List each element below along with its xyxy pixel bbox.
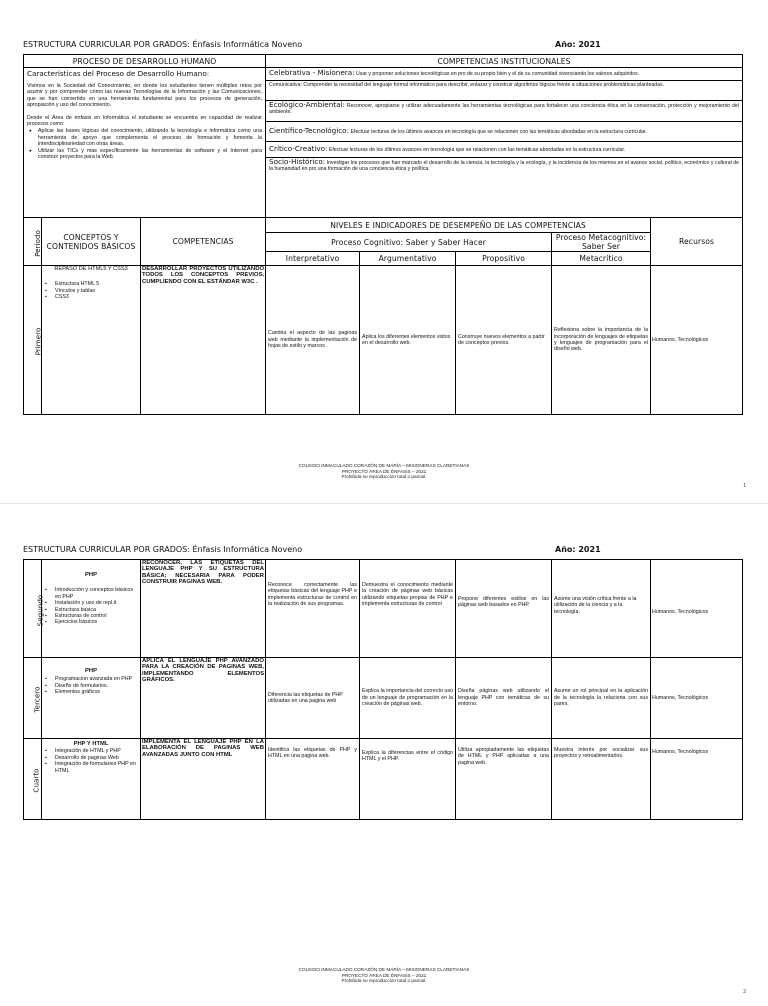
list-item: ▪ Desarrollo de paginas Web [44,755,138,761]
footer [0,967,768,984]
period-concepts [42,560,141,658]
period-recursos: Humanos, Tecnológicos [651,560,743,658]
competency-label: Comunicativa: [269,82,302,88]
list-item: ▪ Integración de HTML y PHP [44,748,138,754]
competency-text: Usar y proponer soluciones tecnológicas en pro de su propio bien y el de su comunidad vivenciando los valores adquiridos. [356,71,640,78]
characteristics-list [27,128,262,160]
characteristics-title: Características del Proceso de Desarrollo Humano: [27,69,210,78]
document-title: ESTRUCTURA CURRICULAR POR GRADOS: Énfasis Informática Noveno [23,40,303,49]
periodo-header: Periodo [24,218,42,266]
period-concepts [42,739,141,820]
list-item: ▪ Instalación y uso de repl.it [44,600,138,606]
period-name: Primero [24,266,42,415]
period-argumentativo: Demuestra el conocimiento mediante la creación de páginas web básicas utilizando etiquetas propias de PHP e implementa estructuras de control [360,560,456,658]
competency-text: Comprender la necesidad del lenguaje formal informático para describir, enlazar y construir algoritmos lógicos frente a situaciones problemáticas planteadas. [303,82,665,88]
concepts-list [44,748,138,774]
institutional-competencies-header: COMPETENCIAS INSTITUCIONALES [266,55,743,68]
period-interpretativo: Identifica las etiquetas de PHP y HTML en una pagina web. [266,739,360,820]
period-concepts [42,266,141,415]
period-interpretativo: Reconoce correctamente las etiquetas básicas del lenguaje PHP e implementa estructuras de control en la realización de sus programas. [266,560,360,658]
list-item: ▪ Estructuras de control [44,613,138,619]
list-item: ● Utilizar las TICs y mas específicamente las herramientas de software y el Internet para construir proyectos para la Web. [27,148,262,161]
table-row [24,266,743,415]
competency-comunicativa [266,81,743,101]
period-topic: PHP [85,668,97,674]
conceptos-header: CONCEPTOS Y CONTENIDOS BÁSICOS [42,218,141,266]
competency-text: Efectuar lecturas de los últimos avances en tecnología que se relacionen con las temáticas abordadas en la estructura curricular. [328,146,626,153]
footer-school: COLEGIO INMACULADO CORAZÓN DE MARÍA – MISIONERAS CLARETIANAS [298,967,470,972]
footer-school: COLEGIO INMACULADO CORAZÓN DE MARÍA – MISIONERAS CLARETIANAS [298,463,470,468]
page-2 [0,503,768,1006]
list-item: ● Aplicar las bases lógicas del conocimiento, utilizando la tecnología e informática como una herramienta de apoyo que complementa el proceso de formación y fomenta la interdisciplinariedad con otras áreas. [27,128,262,147]
period-recursos: Humanos, Tecnológicos [651,266,743,415]
period-interpretativo: Cambia el aspecto de las paginas web mediante la implementación de hojas de estilo y marcos . [266,266,360,415]
competency-cientifico [266,122,743,142]
proceso-metacognitivo-header: Proceso Metacognitivo: Saber Ser [552,233,651,252]
period-argumentativo: Aplica los diferentes elementos vistos en el desarrollo web. [360,266,456,415]
competency-socio-historico [266,158,743,218]
list-item: ▪ Programacion avanzada en PHP [44,676,138,682]
proceso-cognitivo-header: Proceso Cognitivo: Saber y Saber Hacer [266,233,552,252]
period-propositivo: Propone diferentes estilos en las páginas web basados en PHP. [456,560,552,658]
period-metacritico: Asume una visión crítica frente a la utilización de la ciencia y a la tecnología. [552,560,651,658]
list-item: ▪ Ejercicios básicos [44,619,138,625]
table-row [24,739,743,820]
table-row [24,658,743,739]
human-development-description [24,68,266,218]
period-concepts [42,658,141,739]
curriculum-table-page-2 [23,559,743,820]
period-recursos: Humanos, Tecnológicos [651,658,743,739]
document-year: Año: 2021 [555,40,601,49]
footer-project: PROYECTO ÁREA DE ÉNFASIS – 2021 [341,972,427,978]
period-interpretativo: Diferencia las etiquetas de PHP utilizadas en una pagina web [266,658,360,739]
period-name: Segundo [24,560,42,658]
period-argumentativo: Explica la diferencias entre el código HTML y el PHP. [360,739,456,820]
list-item: ▪ Estructura HTML 5 [44,281,138,287]
footer-project: PROYECTO ÁREA DE ÉNFASIS – 2021 [341,468,427,474]
competency-label: Científico-Tecnológico: [269,125,349,135]
competency-label: Socio-Histórico: [269,157,326,166]
human-development-header: PROCESO DE DESARROLLO HUMANO [24,55,266,68]
period-topic: REPASO DE HTML5 Y CSS3 [54,266,128,272]
period-name: Cuarto [24,739,42,820]
competency-label: Ecológico-Ambiental: [269,100,345,109]
curriculum-table-page-1 [23,54,743,415]
list-item: ▪ Introducción y conceptos básicos en PHP [44,587,138,600]
concepts-list [44,676,138,695]
period-propositivo: Diseña páginas web utilizando el lenguaje PHP con temáticas de su entorno. [456,658,552,739]
competency-ecologico [266,101,743,122]
period-competence: IMPLEMENTA EL LENGUAJE PHP EN LA ELABORACIÓN DE PAGINAS WEB AVANZADAS JUNTO CON HTML [141,739,266,820]
competency-label: Celebrativa - Misionera: [269,68,355,78]
argumentativo-header: Argumentativo [360,252,456,266]
competency-text: Reconocer, apropiarse y utilizar adecuadamente las herramientas tecnológicas para fortalecer una conciencia ética en la conservación, protección y mejoramiento del ambiente. [269,103,740,116]
period-metacritico: Muestra interés por socializar sus proyectos y retroalimentarlos. [552,739,651,820]
document-title: ESTRUCTURA CURRICULAR POR GRADOS: Énfasis Informática Noveno [23,545,303,554]
period-competence: RECONOCER, LAS ETIQUETAS DEL LENGUAJE PHP Y SU ESTRUCTURA BÁSICA; NECESARIA PARA PODER CONSTRUIR PAGINAS WEB. [141,560,266,658]
period-recursos: Humanos, Tecnológicos [651,739,743,820]
propositivo-header: Propositivo [456,252,552,266]
competency-celebrativa [266,68,743,81]
list-item: ▪ Estructura basica [44,607,138,613]
period-argumentativo: Explica la importancia del correcto uso de un lenguaje de programación en la creación de páginas web. [360,658,456,739]
list-item: ▪ Integración de formularios PHP en HTML [44,761,138,774]
list-item: ▪ CSS3 [44,294,138,300]
competencias-header: COMPETENCIAS [141,218,266,266]
period-propositivo: Utiliza apropiadamente las etiquetas de HTML y PHP aplicadas a una pagina web. [456,739,552,820]
document-year: Año: 2021 [555,545,601,554]
table-row [24,560,743,658]
characteristics-paragraph-1: Vivimos en la Sociedad del Conocimiento, en donde los estudiantes tienen múltiples retos por asumir y por comprender cómo las nuevas Tecnologías de la Información y las Comunicaciones, que se han convertido en una herramienta fundamental para los procesos de generación, apropiación y uso del conocimiento. [27,83,263,109]
list-item: ▪ Vínculos y tablas [44,288,138,294]
page-number: 1 [743,483,746,489]
period-propositivo: Construye nuevos elementos a partir de conceptos previos. [456,266,552,415]
period-competence: APLICA EL LENGUAJE PHP AVANZADO PARA LA CREACIÓN DE PAGINAS WEB, IMPLEMENTANDO ELEMENTOS GRÁFICOS. [141,658,266,739]
period-topic: PHP Y HTML [73,741,109,747]
competency-label: Crítico-Creativo: [269,143,328,153]
interpretativo-header: Interpretativo [266,252,360,266]
period-competence: DESARROLLAR PROYECTOS UTILIZANDO TODOS LOS CONCEPTOS PREVIOS, CUMPLIENDO CON EL ESTÁNDAR W3C . [141,266,266,415]
list-item: ▪ Diseño de formularios. [44,683,138,689]
period-topic: PHP [85,572,97,578]
period-metacritico: Reflexiona sobre la importancia de la incorporación de lenguajes de etiquetas y lenguajes de programación para el diseño web. [552,266,651,415]
footer [0,463,768,480]
competency-text: Efectuar lecturas de los últimos avances en tecnología que se relacionen con las temáticas abordadas en la estructura curricular. [350,128,647,135]
metacritico-header: Metacrítico [552,252,651,266]
period-metacritico: Asume un rol principal en la aplicación de la tecnología la relaciona con sus pares. [552,658,651,739]
footer-rights: Prohibida su reproducción total o parcial. [341,474,427,480]
niveles-header: NIVELES E INDICADORES DE DESEMPEÑO DE LAS COMPETENCIAS [266,218,651,233]
footer-rights: Prohibida su reproducción total o parcial. [341,978,427,984]
competency-text: Investigar los procesos que han marcado el desarrollo de la ciencia, la tecnología y la ecología, y la incidencia de los mismos en el avance social, político, económico y cultural de la humanidad en pro una formación de una conciencia ética y política. [269,160,740,173]
period-name: Tercero [24,658,42,739]
page-number: 2 [743,989,746,995]
competency-critico [266,142,743,158]
concepts-list [44,281,138,300]
recursos-header: Recursos [651,218,743,266]
characteristics-paragraph-2: Desde el Área de énfasis en Informática el estudiante se encuentra en capacidad de realizar procesos como: [27,114,263,128]
concepts-list [44,587,138,625]
list-item: ▪ Elementos gráficos [44,689,138,695]
